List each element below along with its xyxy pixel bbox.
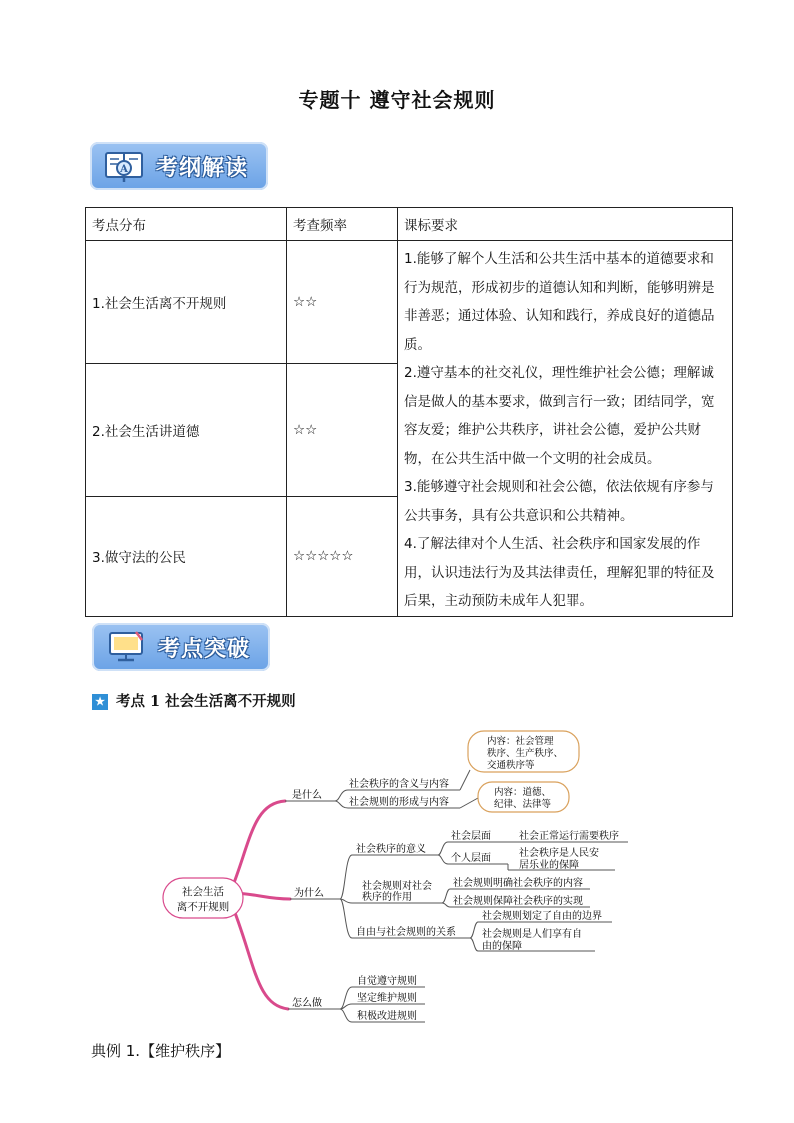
branch-why: 为什么 — [294, 888, 324, 899]
leaf-rule-ensures-order: 社会规则保障社会秩序的实现 — [453, 896, 583, 907]
leaf-order-guarantee-line1: 社会秩序是人民安 — [519, 848, 599, 859]
banner-label: 考点突破 — [158, 637, 251, 662]
root-label-line1: 社会生活 — [182, 886, 224, 898]
svg-text:A: A — [120, 164, 128, 175]
frequency-cell: ☆☆ — [287, 364, 398, 497]
leaf-order-guarantee-line2: 居乐业的保障 — [519, 860, 579, 871]
node-personal-level: 个人层面 — [451, 853, 491, 864]
node-order-meaning: 社会秩序的含义与内容 — [349, 779, 449, 790]
leaf-rule-guarantee-line2: 由的保障 — [482, 941, 522, 952]
kaodian-label: 考点 1 社会生活离不开规则 — [116, 693, 296, 710]
page-title: 专题十 遵守社会规则 — [298, 88, 496, 112]
topic-cell: 3.做守法的公民 — [86, 496, 287, 616]
example-heading: 典例 1.【维护秩序】 — [91, 1042, 231, 1060]
leaf-society-needs-order: 社会正常运行需要秩序 — [519, 831, 619, 842]
star-icon: ★ — [92, 694, 108, 710]
topic-cell: 1.社会生活离不开规则 — [86, 241, 287, 364]
node-rule-formation: 社会规则的形成与内容 — [349, 797, 449, 808]
leaf-rule-bounds-freedom: 社会规则划定了自由的边界 — [482, 911, 602, 922]
banner-label: 考纲解读 — [156, 156, 249, 181]
note-line: 交通秩序等 — [487, 760, 535, 771]
frequency-cell: ☆☆ — [287, 241, 398, 364]
node-defend-rules: 坚定维护规则 — [357, 993, 417, 1004]
header-requirement: 课标要求 — [398, 208, 733, 241]
node-improve-rules: 积极改进规则 — [357, 1011, 417, 1022]
note-line: 内容：道德、 — [494, 787, 552, 798]
topic-cell: 2.社会生活讲道德 — [86, 364, 287, 497]
node-order-significance: 社会秩序的意义 — [356, 844, 426, 855]
branch-line-what — [230, 801, 285, 893]
root-label-line2: 离不开规则 — [176, 901, 230, 913]
branch-line-how — [230, 900, 288, 1009]
leaf-rule-guarantee-line1: 社会规则是人们享有自 — [482, 929, 582, 940]
note-line: 秩序、生产秩序、 — [487, 748, 564, 759]
node-rule-role-line1: 社会规则对社会 — [362, 881, 432, 892]
branch-how: 怎么做 — [292, 998, 322, 1009]
leaf-rule-defines-order: 社会规则明确社会秩序的内容 — [453, 878, 583, 889]
note-line: 内容：社会管理 — [487, 736, 554, 747]
requirement-4: 4.了解法律对个人生活、社会秩序和国家发展的作用，认识违法行为及其法律责任，理解犯罪的特征及后果，主动预防未成年人犯罪。 — [404, 536, 715, 609]
node-society-level: 社会层面 — [451, 831, 491, 842]
header-frequency: 考查频率 — [287, 208, 398, 241]
node-rule-role-line2: 秩序的作用 — [362, 892, 412, 903]
header-topic: 考点分布 — [86, 208, 287, 241]
frequency-cell: ☆☆☆☆☆ — [287, 496, 398, 616]
requirement-2: 2.遵守基本的社交礼仪，理性维护社会公德；理解诚信是做人的基本要求，做到言行一致；团结同学，宽容友爱；维护公共秩序，讲社会公德，爱护公共财物，在公共生活中做一个文明的社会成员。 — [404, 365, 715, 467]
requirement-1: 1.能够了解个人生活和公共生活中基本的道德要求和行为规范，形成初步的道德认知和判断，能够明辨是非善恶；通过体验、认知和践行，养成良好的道德品质。 — [404, 251, 715, 353]
note-line: 纪律、法律等 — [494, 799, 552, 810]
branch-what: 是什么 — [292, 790, 322, 801]
requirement-3: 3.能够遵守社会规则和社会公德，依法依规有序参与公共事务，具有公共意识和公共精神。 — [404, 479, 714, 524]
node-freedom-rules: 自由与社会规则的关系 — [356, 927, 456, 938]
node-obey-rules: 自觉遵守规则 — [357, 976, 417, 987]
